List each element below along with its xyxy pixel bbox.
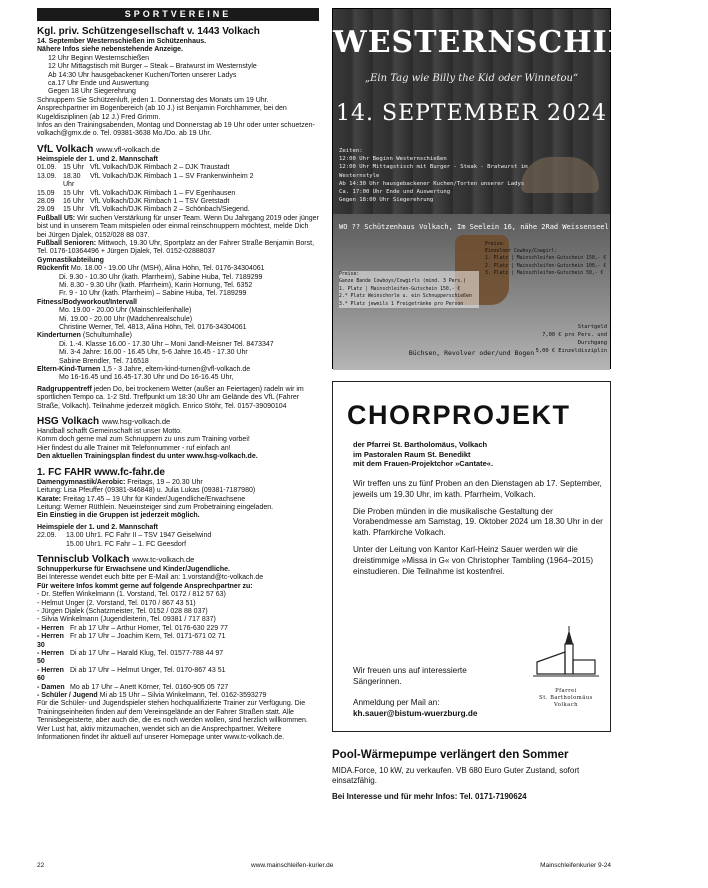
hsg-url[interactable]: www.hsg-volkach.de bbox=[101, 417, 171, 427]
westernschiessen-poster bbox=[332, 8, 708, 369]
poster-prizes-head: Preise: bbox=[485, 242, 506, 247]
game-time: 15.00 Uhr bbox=[66, 540, 97, 548]
poster-prizes-single bbox=[485, 241, 609, 277]
ad-text: MIDA.Force, 10 kW, zu verkaufen. VB 680 Euro Guter Zustand, sofort einsatzfähig. bbox=[332, 766, 580, 785]
hsg-line: Hier findest du alle Trainer mit Telefonnummer - ruf einfach an! bbox=[37, 444, 231, 452]
tennis-team-row bbox=[37, 667, 319, 684]
game-time: 15 Uhr bbox=[63, 164, 85, 172]
tennis-team-text: Mo ab 17 Uhr – Anett Körner, Tel. 0160-905 05 727 bbox=[70, 683, 229, 691]
left-column bbox=[37, 8, 319, 742]
game-date: 29.09 bbox=[37, 206, 55, 214]
ad-title: Pool-Wärmepumpe verlängert den Sommer bbox=[332, 749, 569, 761]
poster-prizes-group bbox=[339, 271, 479, 308]
kgl-intro: 14. September Westernschießen im Schützenhaus. bbox=[37, 38, 207, 45]
choir-sub-line: mit dem Frauen-Projektchor »Cantate«. bbox=[353, 459, 494, 469]
club-title-kgl: Kgl. priv. Schützengesellschaft v. 1443 Volkach bbox=[37, 26, 260, 37]
vfl-eltern-text: 1,5 - 3 Jahre, eltern-kind-turnen@vfl-volkach.de bbox=[102, 366, 251, 374]
game-match: 1. FC Fahr II – TSV 1947 Geiselwind bbox=[97, 532, 212, 540]
vfl-fitness-item: Mi. 19.00 - 20.00 Uhr (Mädchenrealschule) bbox=[59, 315, 193, 323]
game-row bbox=[37, 541, 319, 549]
poster-zeiten-head: Zeiten: bbox=[339, 148, 363, 154]
game-match: VfL Volkach/DJK Rimbach 1 – TSV Gretstadt bbox=[90, 197, 230, 205]
tennis-team: - Schüler / Jugend bbox=[37, 692, 98, 700]
poster-zeiten-item: 12:00 Uhr Beginn Westernschießen bbox=[339, 156, 447, 163]
game-match: VfL Volkach/DJK Rimbach 1 – FV Egenhausen bbox=[90, 189, 236, 197]
chorprojekt-box bbox=[332, 381, 611, 732]
vfl-kinder bbox=[37, 332, 319, 340]
club-title-tennis bbox=[37, 554, 319, 566]
hsg-line: Handball schafft Gemeinschaft ist unser Motto. bbox=[37, 428, 182, 436]
club-title-vfl bbox=[37, 144, 319, 156]
game-time: 13.00 Uhr bbox=[66, 532, 97, 540]
vfl-fitness-item: Christine Werner, Tel. 4813, Alina Höhn, Tel. 0176-34304061 bbox=[59, 324, 247, 331]
vfl-kinder-item: Di. 1.-4. Klasse 16.00 - 17.30 Uhr – Moni Jandl-Meisner Tel. 8473347 bbox=[59, 340, 274, 348]
church-caption-line: Pfarrei bbox=[555, 688, 577, 694]
choir-title: CHORPROJEKT bbox=[347, 400, 571, 430]
church-icon bbox=[529, 626, 603, 686]
tennis-team-text: Di ab 17 Uhr – Helmut Unger, Tel. 0170-867 43 51 bbox=[70, 666, 226, 674]
game-date: 28.09 bbox=[37, 197, 55, 205]
game-date: 15.09 bbox=[37, 189, 55, 197]
tennis-team-row bbox=[37, 625, 319, 633]
choir-mail-label: Anmeldung per Mail an: bbox=[353, 698, 440, 707]
tennis-team-row bbox=[37, 684, 319, 692]
vfl-ruecken-item: Fr. 9 - 10 Uhr (kath. Pfarrheim) – Sabine Huba, Tel. 7189299 bbox=[59, 290, 247, 298]
vfl-kinder-item: Sabine Brendler, Tel. 716518 bbox=[59, 357, 149, 365]
tennis-line1: Bei Interesse wendet euch bitte per E-Mail an: 1.vorstand@tc-volkach.de bbox=[37, 574, 264, 582]
kgl-text1: Schnuppern Sie Schützenluft, jeden 1. Donnerstag des Monats um 19 Uhr. Ansprechpartner im Bogenbereich (ab 10 J.) ist Benjamin Forchhammer, bei den Kugeldisziplinen (ab 12 J.) Fred Grimm. bbox=[37, 96, 287, 121]
section-header: SPORTVEREINE bbox=[37, 8, 319, 21]
vfl-senior-label: Fußball Senioren: bbox=[37, 239, 97, 247]
hsg-name: HSG Volkach bbox=[37, 416, 100, 428]
tennis-team: - Herren 30 bbox=[37, 633, 64, 649]
church-caption-line: Volkach bbox=[553, 702, 579, 708]
vfl-ruecken-item: Mo. 18.00 - 19.00 Uhr (MSH), Alina Höhn, Tel. 0176-34304061 bbox=[70, 265, 265, 273]
fahr-damen-label: Damengymnastik/Aerobic: bbox=[37, 478, 126, 486]
game-date: 01.09. bbox=[37, 164, 57, 172]
vfl-kinder-label: Kinderturnen bbox=[37, 332, 81, 340]
choir-p4: Wir freuen uns auf interessierte Sängerinnen. bbox=[353, 666, 467, 686]
choir-p1: Wir treffen uns zu fünf Proben an den Dienstagen ab 17. September, jeweils um 19.30 Uhr, im kath. Pfarrheim, Volkach. bbox=[353, 479, 602, 499]
poster-prizes2-head: Preise: bbox=[339, 272, 360, 277]
vfl-fitness-head: Fitness/Bodyworkout/Intervall bbox=[37, 298, 137, 306]
game-match: VfL Volkach/DJK Rimbach 2 – DJK Traustadt bbox=[90, 164, 230, 172]
fahr-damen bbox=[37, 479, 319, 487]
vfl-ruecken-label: Rückenfit bbox=[37, 265, 69, 273]
game-row bbox=[37, 190, 319, 198]
kgl-schedule-item: 12 Uhr Beginn Westernschießen bbox=[48, 54, 150, 62]
poster-title: WESTERNSCHIEßEN bbox=[333, 25, 708, 60]
tennis-team-text: Fr ab 17 Uhr – Joachim Kern, Tel. 0171-671 02 71 bbox=[70, 633, 226, 641]
tennis-team: - Damen bbox=[37, 683, 65, 691]
poster-schedule bbox=[339, 147, 569, 204]
vfl-rad bbox=[37, 386, 319, 411]
tennis-team: - Herren 60 bbox=[37, 666, 64, 683]
vfl-rad-label: Radgruppentreff bbox=[37, 385, 92, 393]
poster-subtitle: „Ein Tag wie Billy the Kid oder Winnetou“ bbox=[364, 73, 579, 84]
fahr-karate bbox=[37, 496, 319, 504]
choir-subtitle bbox=[353, 440, 603, 469]
poster-prize-item: 2. Platz | Mainschleifen-Gutschein 100,- € bbox=[485, 263, 607, 269]
tennis-url[interactable]: www.tc-volkach.de bbox=[132, 554, 195, 564]
vfl-eltern-times: Mo 16-16.45 und 16.45-17.30 Uhr und Do 16-16.45 Uhr, bbox=[59, 374, 234, 382]
poster-zeiten-item: Ca. 17:00 Uhr Ende und Auswertung bbox=[339, 189, 451, 196]
poster-zeiten-item: 12:00 Uhr Mittagstisch mit Burger - Steak - Bratwurst im Westernstyle bbox=[339, 164, 528, 179]
fahr-name: 1. FC FAHR bbox=[37, 466, 92, 478]
club-title-fahr bbox=[37, 467, 319, 479]
vfl-u5 bbox=[37, 215, 319, 240]
game-time: 16 Uhr bbox=[63, 197, 85, 205]
kgl-intro2: Nähere Infos siehe nebenstehende Anzeige. bbox=[37, 46, 184, 54]
tennis-head2: Für weitere Infos kommt gerne auf folgende Ansprechpartner zu: bbox=[37, 582, 253, 590]
tennis-contact: - Dr. Steffen Winkelmann (1. Vorstand, Tel. 0172 / 812 57 63) bbox=[37, 591, 226, 599]
poster-prize2-item: 2.* Platz Weinschorle u. ein Schnupperschießen bbox=[339, 294, 472, 300]
game-row bbox=[37, 173, 319, 190]
choir-sub-line: der Pfarrei St. Bartholomäus, Volkach bbox=[353, 440, 488, 449]
tennis-name: Tennisclub Volkach bbox=[37, 553, 130, 565]
tennis-head1: Schnupperkurse für Erwachsene und Kinder/Jugendliche. bbox=[37, 565, 230, 573]
vfl-u5-text: Wir suchen Verstärkung für unser Team. Wenn Du Jahrgang 2019 oder jünger bist und in unserem Team mitspielen oder einmal reinschnuppern möchtest, melde Dich bei Jürgen Djalek, 0152/028 88 037. bbox=[37, 214, 319, 239]
fahr-leitung: Leitung: Lisa Pfeuffer (09381-846848) u. Julia Lukas (09381-7187980) bbox=[37, 487, 256, 495]
poster-prize-item: Einzelner Cowboy/Cowgirl: bbox=[485, 249, 558, 255]
kgl-schedule-item: ca.17 Uhr Ende und Auswertung bbox=[48, 80, 149, 88]
church-caption-line: St. Bartholomäus bbox=[539, 695, 593, 701]
poster-zeiten-item: Ab 14:30 Uhr hausgebackener Kuchen/Torten unserer Ladys bbox=[339, 180, 525, 187]
vfl-home-games-head: Heimspiele der 1. und 2. Mannschaft bbox=[37, 155, 158, 163]
game-row bbox=[37, 164, 319, 172]
tennis-team-row bbox=[37, 633, 319, 650]
vfl-rad-text: jeden Do, bei trockenem Wetter (außer an Feiertagen) radeln wir im sportlichen Tempo ca. 1-2 Std. Treffpunkt um 18:30 Uhr am Gelände des VfL (Fahrer Straße, Volkach). Teilnahme jederzeit möglich. Enrico Stöhr, Tel. 0157-39090104 bbox=[37, 385, 304, 410]
fahr-karate-bold: Ein Einstieg in die Gruppen ist jederzeit möglich. bbox=[37, 512, 200, 520]
poster-prize2-item: Ganze Bande Cowboys/Cowgirls (mind. 3 Pers.) bbox=[339, 279, 467, 285]
tennis-contact: - Helmut Unger (2. Vorstand, Tel. 0170 / 867 43 51) bbox=[37, 599, 196, 607]
game-row bbox=[37, 532, 319, 540]
tennis-team-text: Mi ab 15 Uhr – Silvia Winkelmann, Tel. 0162-3593279 bbox=[99, 692, 267, 700]
game-date bbox=[37, 541, 66, 549]
poster-prize-item: 3. Platz | Mainschleifen-Gutschein 50,- € bbox=[485, 270, 604, 276]
vfl-url[interactable]: www.vfl-volkach.de bbox=[96, 144, 160, 154]
ad-contact: Bei Interesse und für mehr Infos: Tel. 0171-7190624 bbox=[332, 792, 527, 801]
hsg-bold-line: Den aktuellen Trainingsplan findest du unter www.hsg-volkach.de. bbox=[37, 453, 258, 461]
game-date: 22.09. bbox=[37, 532, 57, 540]
tennis-contact: - Silvia Winkelmann (Jugendleiterin, Tel. 09381 / 717 837) bbox=[37, 616, 216, 624]
poster-fee-head: Startgeld bbox=[577, 324, 607, 330]
tennis-team-text: Di ab 17 Uhr – Harald Klug, Tel. 01577-788 44 97 bbox=[70, 650, 224, 657]
choir-sub-line: im Pastoralen Raum St. Benedikt bbox=[353, 449, 471, 459]
fahr-damen-text: Freitags, 19 – 20.30 Uhr bbox=[127, 478, 203, 486]
poster-prize2-item: 3.* Platz jeweils 1 Freigetränke pro Person bbox=[339, 301, 464, 307]
tennis-team-text: Fr ab 17 Uhr – Arthur Homer, Tel. 0176-630 229 77 bbox=[70, 624, 228, 632]
choir-body bbox=[353, 479, 603, 583]
kgl-text2: Infos an den Trainingsabenden, Montag und Donnerstag ab 19 Uhr oder unter schuetzen-volkach@gmx.de o. Tel. 09381-3638 Mo./Do. ab 19 Uhr. bbox=[37, 122, 315, 138]
poster-fee-item: 5,00 € Einzeldisziplin bbox=[535, 348, 607, 354]
vfl-ruecken-item: Di. 9.30 - 10.30 Uhr (kath. Pfarrheim), Sabine Huba, Tel. 7189299 bbox=[59, 273, 263, 281]
game-match: VfL Volkach/DJK Rimbach 2 – Schönbach/Siegend. bbox=[90, 206, 250, 214]
choir-mail-link[interactable]: kh.sauer@bistum-wuerzburg.de bbox=[353, 708, 478, 718]
poster-weapons: Büchsen, Revolver oder/und Bogen bbox=[408, 349, 535, 357]
vfl-name: VfL Volkach bbox=[37, 143, 94, 155]
game-row bbox=[37, 206, 319, 214]
fahr-karate-text: Freitag 17.45 – 19 Uhr für Kinder/Jugendliche/Erwachsene bbox=[63, 495, 246, 503]
kgl-schedule-item: 12 Uhr Mittagstisch mit Burger – Steak – Bratwurst im Westernstyle bbox=[48, 63, 257, 71]
church-caption bbox=[529, 688, 603, 709]
tennis-contact: - Jürgen Djalek (Schatzmeister, Tel. 0152 / 028 88 037) bbox=[37, 607, 208, 615]
fahr-karate2: Leitung: Werner Rüthlein. Neueinsteiger sind zum Probetraining eingeladen. bbox=[37, 503, 274, 511]
poster-date: 14. SEPTEMBER 2024 bbox=[336, 101, 607, 126]
poster-location: WO ?? Schützenhaus Volkach, Im Seelein 16, nähe 2Rad Weissenseel bbox=[339, 223, 609, 231]
choir-p2: Die Proben münden in die musikalische Gestaltung der Vorabendmesse am Samstag, 19. Oktober 2024 um 18.30 Uhr in der kath. Pfarrkirche Volkach. bbox=[353, 506, 603, 538]
game-time: 15 Uhr bbox=[63, 189, 85, 197]
fahr-karate-label: Karate: bbox=[37, 495, 62, 503]
tennis-team-row bbox=[37, 650, 319, 667]
kgl-schedule-item: Gegen 18 Uhr Siegerehrung bbox=[48, 88, 136, 96]
game-match: VfL Volkach/DJK Rimbach 1 – SV Frankenwinheim 2 bbox=[90, 172, 254, 180]
poster-fee-item: 7,00 € pro Pers. und Durchgang bbox=[542, 332, 607, 346]
choir-p3: Unter der Leitung von Kantor Karl-Heinz Sauer werden wir die dreistimmige »Missa in G« von Christopher Tambling (1964–2015) einstudieren. Die Teilnahme ist kostenfrei. bbox=[353, 544, 594, 576]
vfl-kinder-item: Mi. 3-4 Jahre: 16.00 - 16.45 Uhr, 5-6 Jahre 16.45 - 17.30 Uhr bbox=[59, 349, 248, 357]
game-time: 18.30 Uhr bbox=[63, 172, 81, 189]
church-logo bbox=[529, 626, 603, 718]
choir-registration bbox=[353, 698, 553, 720]
vfl-fitness-item: Mo. 19.00 - 20.00 Uhr (Mainschleifenhalle) bbox=[59, 307, 192, 315]
poster-prize2-item: 1. Platz | Mainschleifen-Gutschein 150,- € bbox=[339, 286, 461, 292]
hsg-line: Komm doch gerne mal zum Schnuppern zu uns zum Training vorbei! bbox=[37, 436, 250, 444]
vfl-eltern-label: Eltern-Kind-Turnen bbox=[37, 366, 101, 374]
vfl-senior bbox=[37, 240, 319, 257]
tennis-closing: Für die Schüler- und Jugendspieler stehen hochqualifizierte Trainer zur Verfügung. Die Trainingseinheiten finden auf dem Vereinsgelände an der Fahrer Straßen statt. Alle Tennisbegeisterte, aber auch die, die es noch werden wollen, sind herzlich willkommen. Wer Lust hat, aktiv mitzumachen, wendet sich an die Ansprechpartner. Weitere Informationen findet ihr aktuell auf unserer Homepage unter www.tc-volkach.de. bbox=[37, 700, 308, 742]
tennis-team: - Herren 50 bbox=[37, 650, 64, 666]
footer-url[interactable]: www.mainschleifen-kurier.de bbox=[251, 862, 334, 869]
vfl-kinder-loc: (Schulturnhalle) bbox=[82, 332, 132, 340]
club-title-hsg bbox=[37, 416, 319, 428]
tennis-team-row bbox=[37, 692, 319, 700]
page-number: 22 bbox=[37, 862, 45, 869]
vfl-ruecken-item: Mi. 8.30 - 9.30 Uhr (kath. Pfarrheim), Karin Hornung, Tel. 6352 bbox=[59, 281, 253, 289]
poster-zeiten-item: Gegen 18:00 Uhr Siegerehrung bbox=[339, 197, 434, 204]
vfl-ruecken bbox=[37, 265, 319, 273]
fahr-home-head: Heimspiele der 1. und 2. Mannschaft bbox=[37, 523, 158, 531]
game-date: 13.09. bbox=[37, 172, 57, 180]
page-footer bbox=[37, 862, 611, 869]
kgl-schedule-item: Ab 14:30 Uhr hausgebackener Kuchen/Torten unserer Ladys bbox=[48, 71, 237, 79]
footer-issue: Mainschleifenkurier 9-24 bbox=[540, 862, 611, 869]
vfl-u5-label: Fußball U5: bbox=[37, 214, 76, 222]
vfl-eltern bbox=[37, 366, 319, 374]
game-time: 15 Uhr bbox=[63, 206, 85, 214]
pool-ad bbox=[332, 748, 611, 801]
vfl-gym-head: Gymnastikabteilung bbox=[37, 256, 104, 264]
fahr-url[interactable]: www.fc-fahr.de bbox=[94, 466, 165, 478]
game-row bbox=[37, 198, 319, 206]
tennis-team: - Herren bbox=[37, 624, 64, 632]
vfl-senior-text: Mittwoch, 19.30 Uhr, Sportplatz an der Fahrer Straße Benjamin Borst, Tel. 0176-10364496 + Jürgen Djalek, Tel. 0152-02888037 bbox=[37, 239, 315, 256]
game-match: 1. FC Fahr – 1. FC Geesdorf bbox=[97, 540, 187, 548]
poster-prize-item: 1. Platz | Mainschleifen-Gutschein 150,- € bbox=[485, 256, 607, 262]
